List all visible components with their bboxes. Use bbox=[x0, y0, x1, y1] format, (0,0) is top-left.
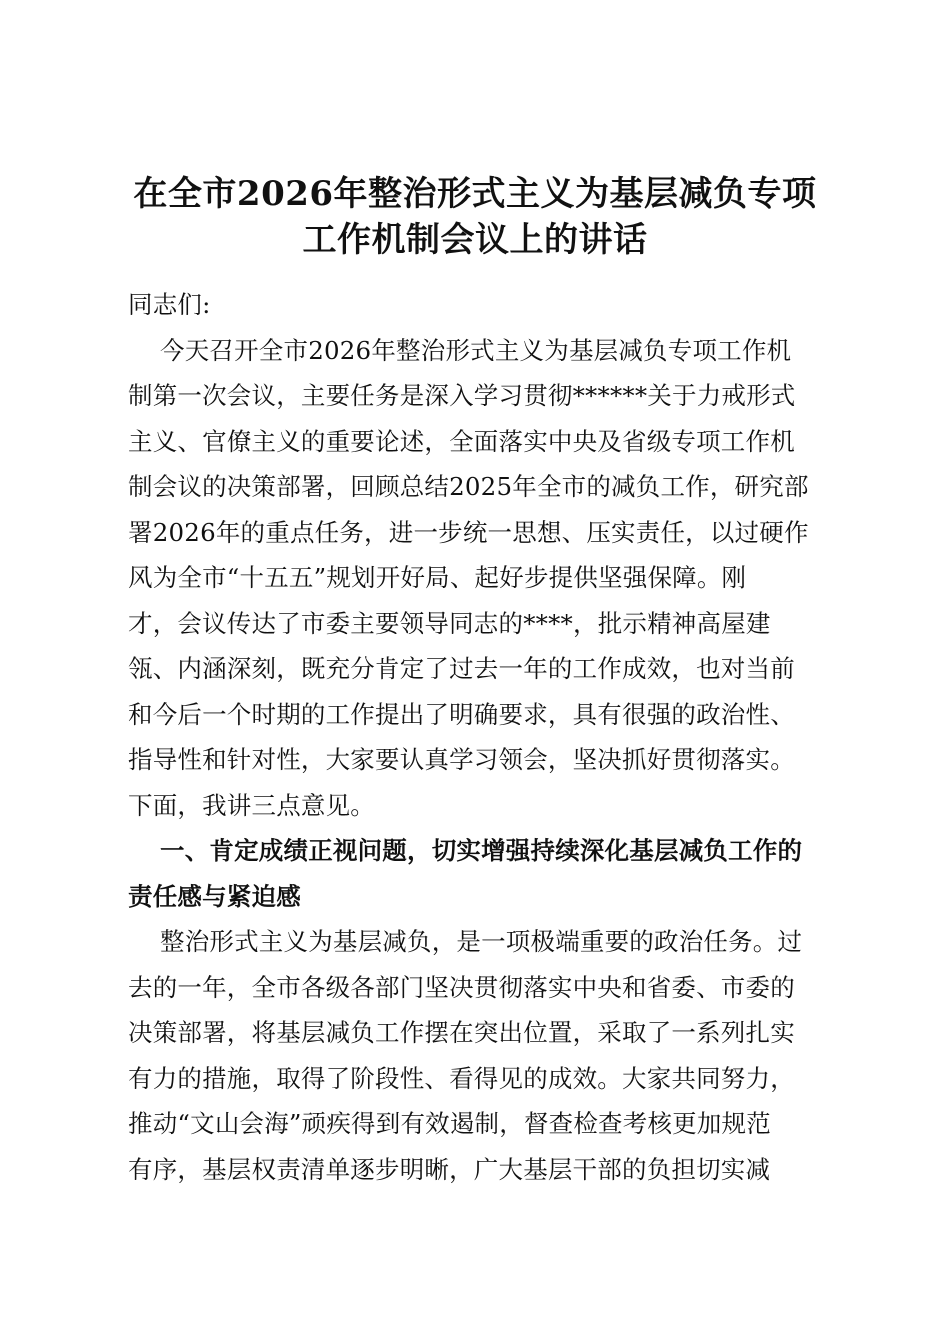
document-body bbox=[128, 282, 833, 1192]
paragraph-line: 指导性和针对性，大家要认真学习领会，坚决抓好贯彻落实。 bbox=[128, 745, 795, 774]
paragraph-line: 去的一年，全市各级各部门坚决贯彻落实中央和省委、市委的 bbox=[128, 972, 795, 1002]
paragraph-line: 瓴、内涵深刻，既充分肯定了过去一年的工作成效，也对当前 bbox=[128, 654, 795, 683]
paragraph-line: 整治形式主义为基层减负，是一项极端重要的政治任务。过 bbox=[160, 927, 803, 956]
paragraph-line: 推动“文山会海”顽疾得到有效遏制，督查检查考核更加规范 bbox=[128, 1109, 771, 1138]
paragraph-line: 有序，基层权责清单逐步明晰，广大基层干部的负担切实减 bbox=[128, 1154, 771, 1184]
section-heading: 一、肯定成绩正视问题，切实增强持续深化基层减负工作的 bbox=[160, 836, 803, 865]
paragraph-line: 制会议的决策部署，回顾总结2025年全市的减负工作，研究部 bbox=[128, 472, 809, 501]
paragraph-line: 下面，我讲三点意见。 bbox=[128, 790, 375, 820]
paragraph-line: 决策部署，将基层减负工作摆在突出位置，采取了一系列扎实 bbox=[128, 1018, 795, 1047]
section-heading: 责任感与紧迫感 bbox=[128, 881, 301, 911]
paragraph-line: 才，会议传达了市委主要领导同志的****，批示精神高屋建 bbox=[128, 608, 771, 638]
paragraph-line: 署2026年的重点任务，进一步统一思想、压实责任，以过硬作 bbox=[128, 517, 809, 547]
document-title-line-1: 在全市2026年整治形式主义为基层减负专项 bbox=[133, 174, 817, 214]
salutation: 同志们: bbox=[128, 290, 211, 319]
paragraph-line: 主义、官僚主义的重要论述，全面落实中央及省级专项工作机 bbox=[128, 426, 795, 456]
paragraph-line: 风为全市“十五五”规划开好局、起好步提供坚强保障。刚 bbox=[128, 563, 747, 592]
document-title-line-2: 工作机制会议上的讲话 bbox=[302, 220, 648, 260]
paragraph-line: 和今后一个时期的工作提出了明确要求，具有很强的政治性、 bbox=[128, 699, 795, 729]
paragraph-line: 有力的措施，取得了阶段性、看得见的成效。大家共同努力， bbox=[128, 1063, 795, 1093]
paragraph-line: 今天召开全市2026年整治形式主义为基层减负专项工作机 bbox=[160, 335, 792, 365]
paragraph-line: 制第一次会议，主要任务是深入学习贯彻******关于力戒形式 bbox=[128, 381, 796, 410]
